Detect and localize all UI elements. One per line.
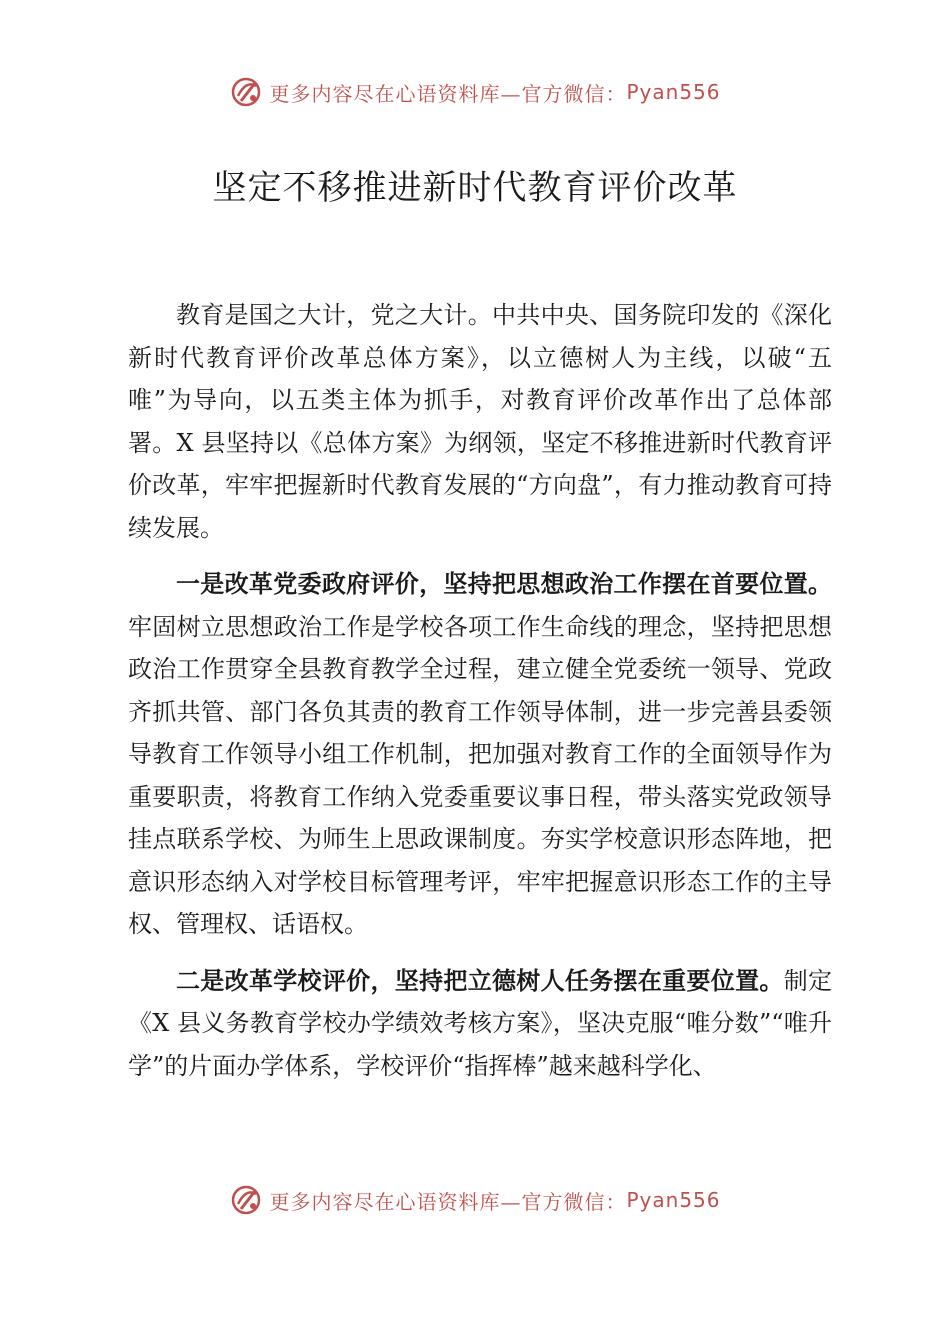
paragraph-intro: [128, 294, 832, 549]
document-body: [128, 294, 832, 1101]
logo-icon: [229, 74, 265, 110]
paragraph-text: 制定《X 县义务教育学校办学绩效考核方案》，坚决克服“唯分数”“唯升学”的片面办学体系，学校评价“指挥棒”越来越科学化、: [128, 966, 833, 1080]
watermark-footer: [0, 1180, 950, 1220]
paragraph-text: 牢固树立思想政治工作是学校各项工作生命线的理念，坚持把思想政治工作贯穿全县教育教学全过程，建立健全党委统一领导、党政齐抓共管、部门各负其责的教育工作领导体制，进一步完善县委领导教育工作领导小组工作机制，把加强对教育工作的全面领导作为重要职责，将教育工作纳入党委重要议事日程，带头落实党政领导挂点联系学校、为师生上思政课制度。夯实学校意识形态阵地，把意识形态纳入对学校目标管理考评，牢牢把握意识形态工作的主导权、管理权、话语权。: [128, 612, 832, 938]
logo-icon: [229, 1182, 265, 1218]
document-title: 坚定不移推进新时代教育评价改革: [212, 168, 738, 208]
watermark-text: 更多内容尽在心语资料库—官方微信：: [269, 81, 627, 106]
paragraph-text: 教育是国之大计，党之大计。中共中央、国务院印发的《深化新时代教育评价改革总体方案》，以立德树人为主线，以破“五唯”为导向，以五类主体为抓手，对教育评价改革作出了总体部署。X 县坚持以《总体方案》为纲领，坚定不移推进新时代教育评价改革，牢牢把握新时代教育发展的“方向盘”，有力推动教育可持续发展。: [128, 301, 832, 542]
watermark-header: [0, 72, 950, 112]
watermark-text: 更多内容尽在心语资料库—官方微信：: [269, 1189, 627, 1214]
paragraph-heading: 一是改革党委政府评价，坚持把思想政治工作摆在首要位置。: [176, 570, 832, 598]
paragraph-heading: 二是改革学校评价，坚持把立德树人任务摆在重要位置。: [176, 966, 784, 995]
paragraph-party-government: [128, 563, 832, 946]
watermark-id: Pyan556: [626, 80, 721, 104]
watermark-id: Pyan556: [626, 1188, 721, 1212]
paragraph-school-evaluation: [128, 960, 832, 1088]
